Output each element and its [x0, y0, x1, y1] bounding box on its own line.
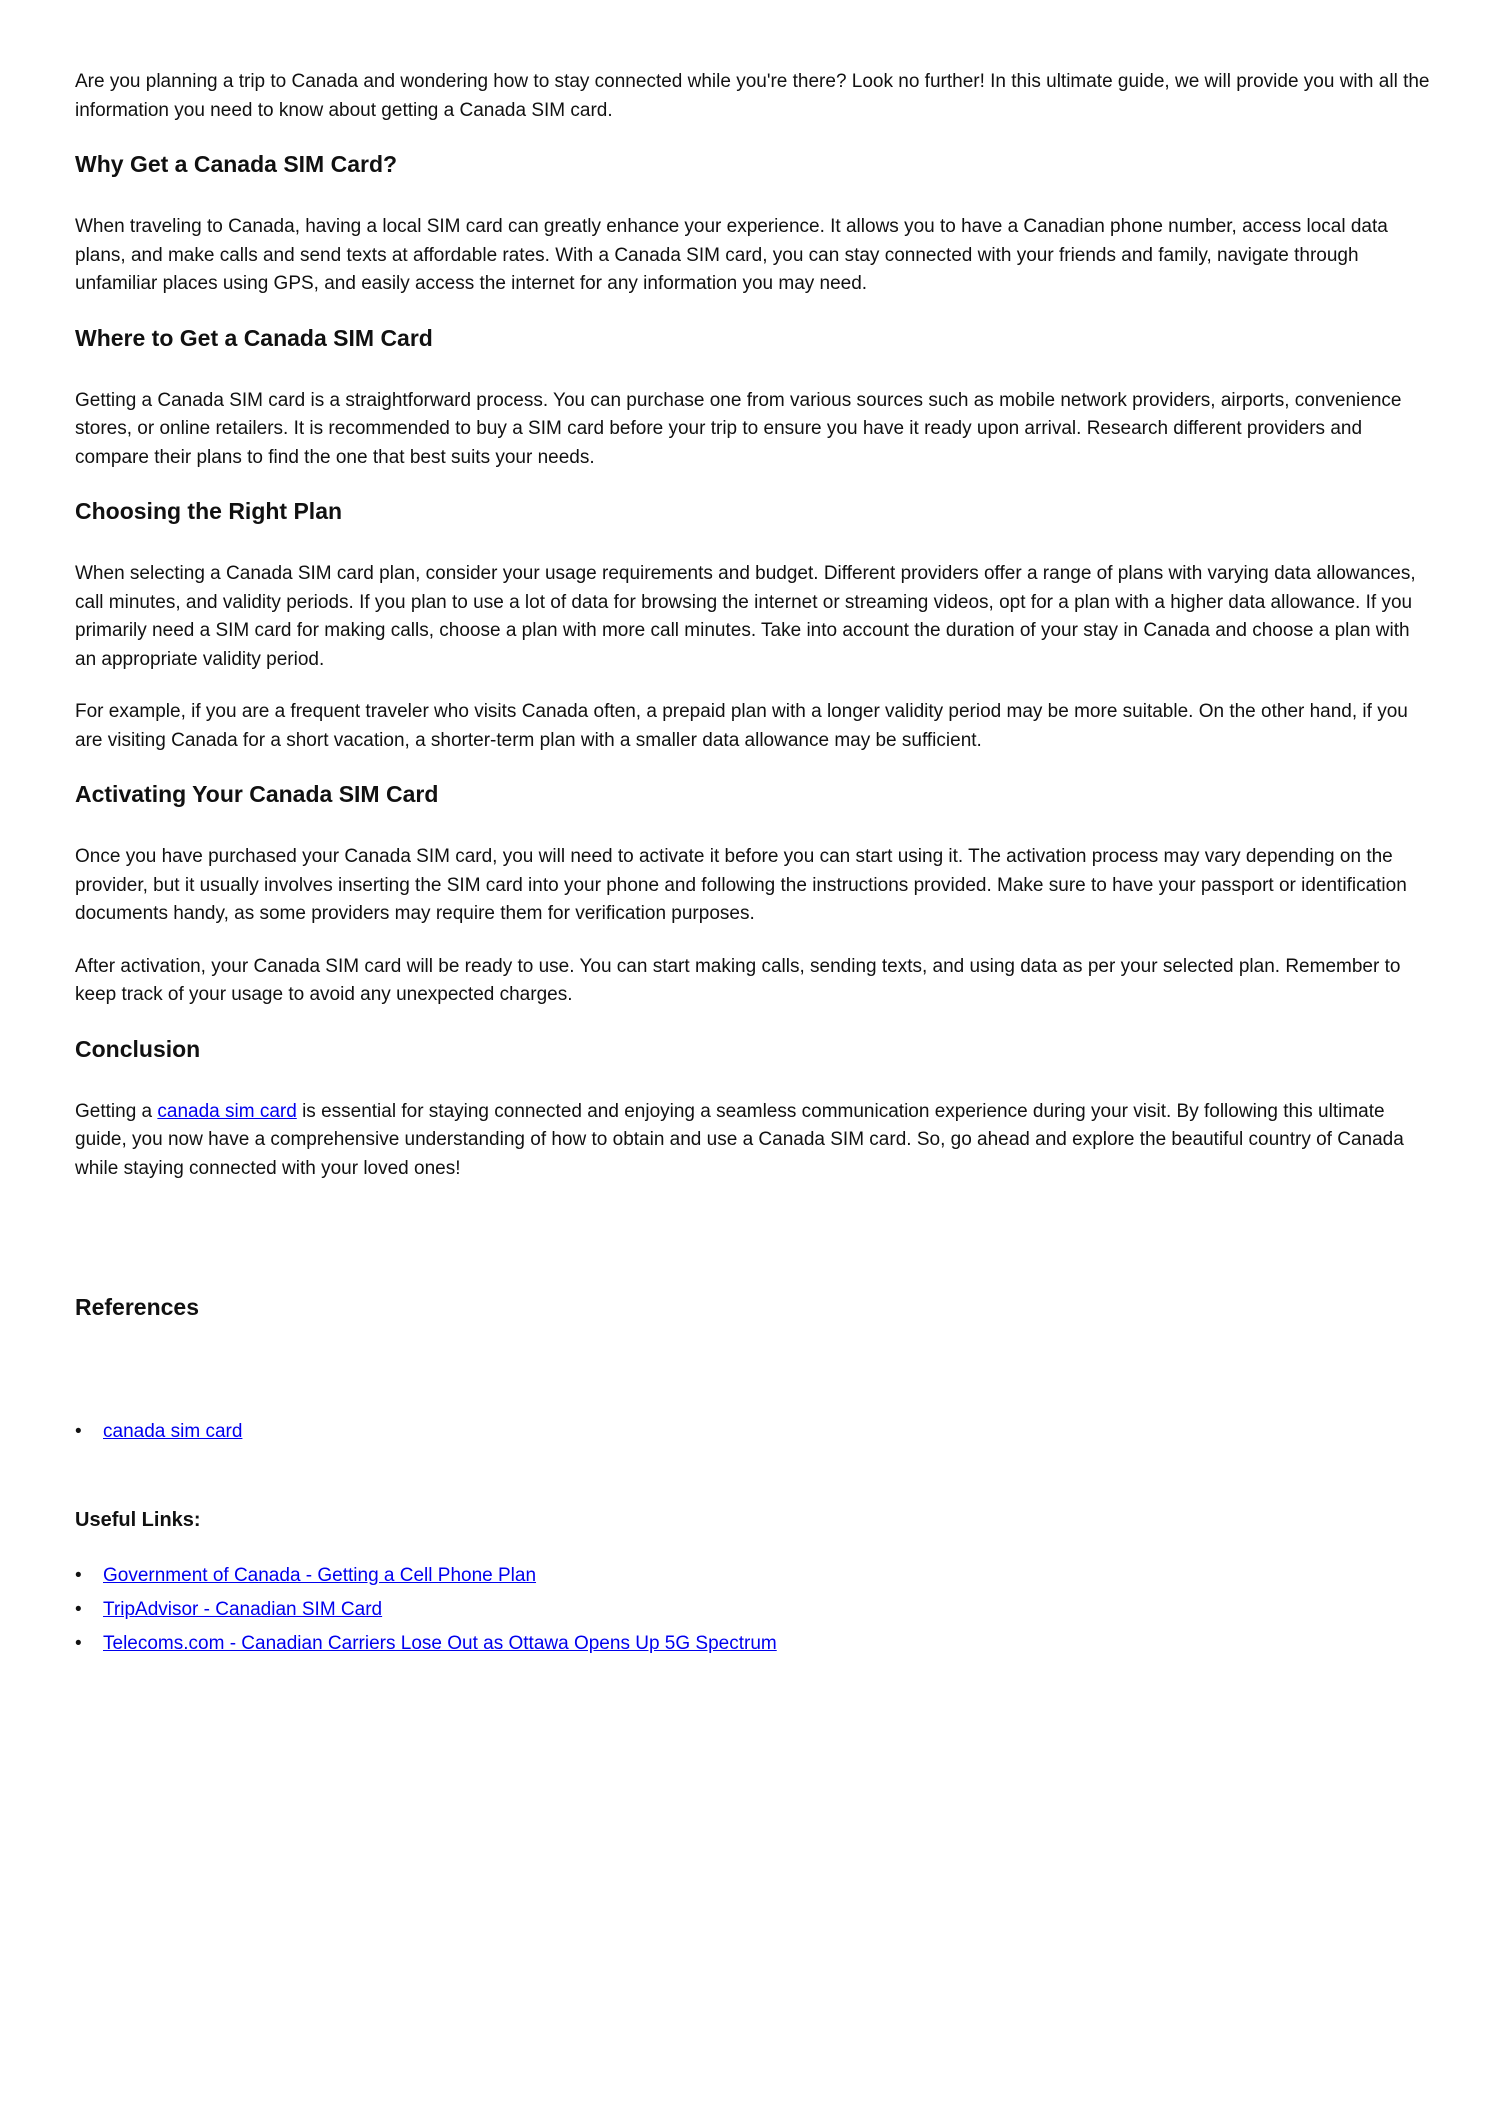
- conclusion-text: Getting a: [75, 1100, 158, 1122]
- useful-links-list: [75, 1562, 1434, 1658]
- intro-paragraph: Are you planning a trip to Canada and wondering how to stay connected while you're there? Look no further! In this ultimate guide, we will provide you with all the information you need to know about getting a Canada SIM card.: [75, 71, 1430, 121]
- useful-link[interactable]: TripAdvisor - Canadian SIM Card: [103, 1599, 383, 1620]
- reference-link[interactable]: canada sim card: [103, 1421, 243, 1442]
- conclusion-paragraph: [75, 1098, 1434, 1184]
- paragraph: Once you have purchased your Canada SIM card, you will need to activate it before you can start using it. The activation process may vary depending on the provider, but it usually involves inserting the SIM card into your phone and following the instructions provided. Make sure to have your passport or identification documents handy, as some providers may require them for verification purposes.: [75, 846, 1407, 924]
- useful-link[interactable]: Government of Canada - Getting a Cell Phone Plan: [103, 1565, 537, 1586]
- heading-where: Where to Get a Canada SIM Card: [75, 324, 433, 351]
- useful-link[interactable]: Telecoms.com - Canadian Carriers Lose Out as Ottawa Opens Up 5G Spectrum: [103, 1633, 777, 1654]
- canada-sim-card-link[interactable]: canada sim card: [157, 1100, 297, 1122]
- paragraph: For example, if you are a frequent traveler who visits Canada often, a prepaid plan with a longer validity period may be more suitable. On the other hand, if you are visiting Canada for a short vacation, a shorter-term plan with a smaller data allowance may be sufficient.: [75, 701, 1408, 751]
- conclusion-text: is essential for staying connected and enjoying a seamless communication experience during your visit. By following this ultimate guide, you now have a comprehensive understanding of how to obtain and use a Canada SIM card. So, go ahead and explore the beautiful country of Canada while staying connected with your loved ones!: [75, 1100, 1404, 1179]
- paragraph: Getting a Canada SIM card is a straightforward process. You can purchase one from various sources such as mobile network providers, airports, convenience stores, or online retailers. It is recommended to buy a SIM card before your trip to ensure you have it ready upon arrival. Research different providers and compare their plans to find the one that best suits your needs.: [75, 389, 1402, 468]
- heading-why: Why Get a Canada SIM Card?: [75, 151, 398, 177]
- list-item: [75, 1418, 1434, 1446]
- paragraph: After activation, your Canada SIM card will be ready to use. You can start making calls, sending texts, and using data as per your selected plan. Remember to keep track of your usage to avoid any unexpected charges.: [75, 955, 1401, 1005]
- list-item: [75, 1630, 1434, 1658]
- heading-activating: Activating Your Canada SIM Card: [75, 781, 439, 807]
- heading-conclusion: Conclusion: [75, 1035, 201, 1062]
- heading-choosing: Choosing the Right Plan: [75, 498, 343, 524]
- paragraph: When traveling to Canada, having a local SIM card can greatly enhance your experience. It allows you to have a Canadian phone number, access local data plans, and make calls and send texts at affordable rates. With a Canada SIM card, you can stay connected with your friends and family, navigate through unfamiliar places using GPS, and easily access the internet for any information you may need.: [75, 216, 1388, 294]
- list-item: [75, 1596, 1434, 1624]
- heading-useful-links: Useful Links:: [75, 1509, 201, 1531]
- references-list: [75, 1418, 1434, 1446]
- paragraph: When selecting a Canada SIM card plan, consider your usage requirements and budget. Different providers offer a range of plans with varying data allowances, call minutes, and validity periods. If you plan to use a lot of data for browsing the internet or streaming videos, opt for a plan with a higher data allowance. If you primarily need a SIM card for making calls, choose a plan with more call minutes. Take into account the duration of your stay in Canada and choose a plan with an appropriate validity period.: [75, 563, 1416, 670]
- list-item: [75, 1562, 1434, 1590]
- heading-references: References: [75, 1294, 200, 1320]
